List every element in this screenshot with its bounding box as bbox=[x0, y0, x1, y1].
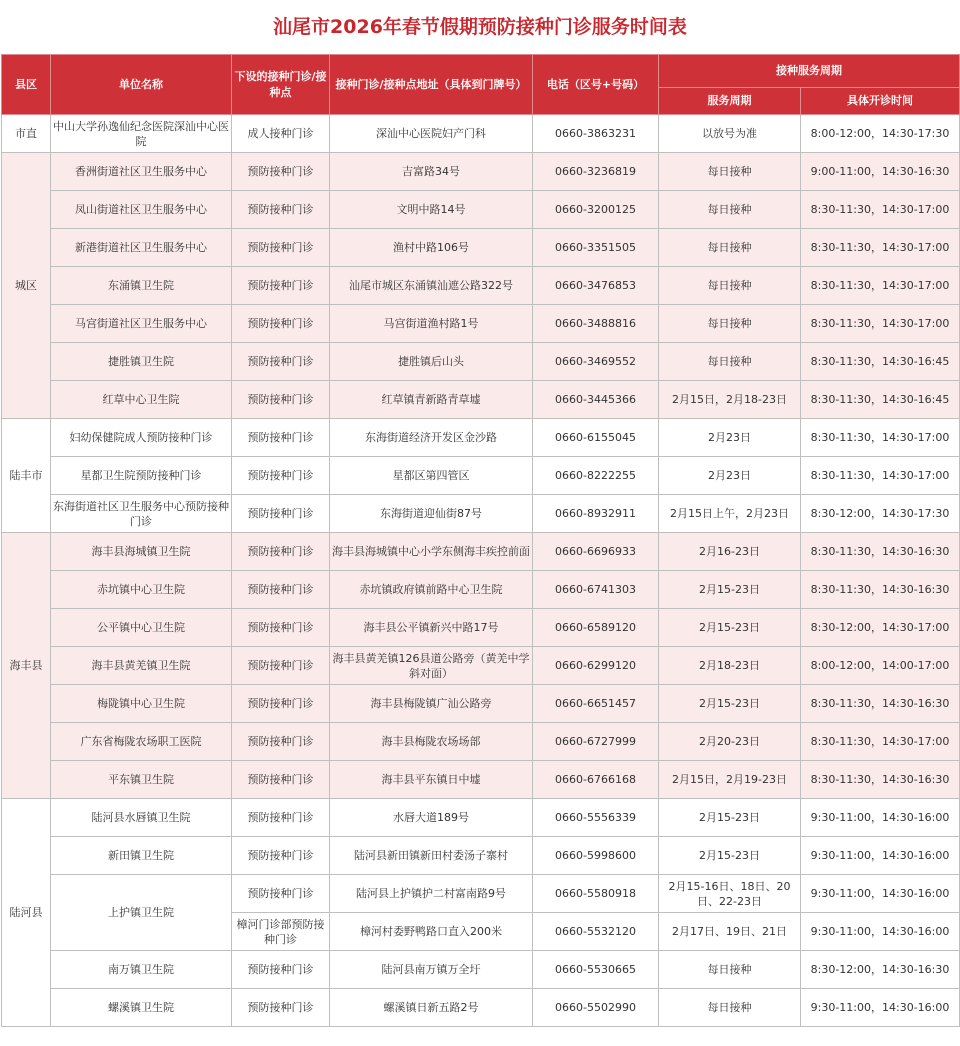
table-row bbox=[2, 229, 960, 267]
clinic-cell: 预防接种门诊 bbox=[232, 571, 330, 609]
address-cell: 东海街道经济开发区金沙路 bbox=[330, 419, 533, 457]
period-cell: 2月15-23日 bbox=[659, 799, 801, 837]
clinic-cell: 预防接种门诊 bbox=[232, 837, 330, 875]
period-cell: 以放号为准 bbox=[659, 115, 801, 153]
unit-cell: 陆河县水唇镇卫生院 bbox=[51, 799, 232, 837]
table-row bbox=[2, 761, 960, 799]
unit-cell: 赤坑镇中心卫生院 bbox=[51, 571, 232, 609]
clinic-cell: 预防接种门诊 bbox=[232, 799, 330, 837]
unit-cell: 广东省梅陇农场职工医院 bbox=[51, 723, 232, 761]
hours-cell: 9:30-11:00，14:30-16:00 bbox=[801, 989, 960, 1027]
address-cell: 海丰县黄羌镇126县道公路旁（黄羌中学斜对面） bbox=[330, 647, 533, 685]
period-cell: 每日接种 bbox=[659, 153, 801, 191]
unit-cell: 星都卫生院预防接种门诊 bbox=[51, 457, 232, 495]
header-period-group: 接种服务周期 bbox=[659, 55, 960, 88]
hours-cell: 8:30-11:30，14:30-16:30 bbox=[801, 685, 960, 723]
address-cell: 深汕中心医院妇产门科 bbox=[330, 115, 533, 153]
unit-cell: 海丰县黄羌镇卫生院 bbox=[51, 647, 232, 685]
phone-cell: 0660-3469552 bbox=[533, 343, 659, 381]
table-row bbox=[2, 647, 960, 685]
address-cell: 陆河县上护镇护二村富南路9号 bbox=[330, 875, 533, 913]
phone-cell: 0660-5556339 bbox=[533, 799, 659, 837]
unit-cell: 东海街道社区卫生服务中心预防接种门诊 bbox=[51, 495, 232, 533]
clinic-cell: 成人接种门诊 bbox=[232, 115, 330, 153]
phone-cell: 0660-6299120 bbox=[533, 647, 659, 685]
county-cell: 市直 bbox=[2, 115, 51, 153]
phone-cell: 0660-5532120 bbox=[533, 913, 659, 951]
period-cell: 每日接种 bbox=[659, 267, 801, 305]
hours-cell: 8:30-11:30，14:30-17:00 bbox=[801, 457, 960, 495]
clinic-cell: 预防接种门诊 bbox=[232, 381, 330, 419]
clinic-cell: 预防接种门诊 bbox=[232, 153, 330, 191]
unit-cell: 妇幼保健院成人预防接种门诊 bbox=[51, 419, 232, 457]
hours-cell: 9:30-11:00，14:30-16:00 bbox=[801, 875, 960, 913]
phone-cell: 0660-5502990 bbox=[533, 989, 659, 1027]
clinic-cell: 预防接种门诊 bbox=[232, 609, 330, 647]
hours-cell: 8:00-12:00，14:30-17:30 bbox=[801, 115, 960, 153]
phone-cell: 0660-3351505 bbox=[533, 229, 659, 267]
table-row bbox=[2, 609, 960, 647]
clinic-cell: 预防接种门诊 bbox=[232, 267, 330, 305]
unit-cell: 马宫街道社区卫生服务中心 bbox=[51, 305, 232, 343]
hours-cell: 9:30-11:00，14:30-16:00 bbox=[801, 837, 960, 875]
phone-cell: 0660-6696933 bbox=[533, 533, 659, 571]
period-cell: 每日接种 bbox=[659, 305, 801, 343]
header-county: 县区 bbox=[2, 55, 51, 115]
phone-cell: 0660-5580918 bbox=[533, 875, 659, 913]
hours-cell: 8:00-12:00，14:00-17:00 bbox=[801, 647, 960, 685]
table-row bbox=[2, 343, 960, 381]
unit-cell: 红草中心卫生院 bbox=[51, 381, 232, 419]
table-row bbox=[2, 875, 960, 913]
address-cell: 赤坑镇政府镇前路中心卫生院 bbox=[330, 571, 533, 609]
address-cell: 文明中路14号 bbox=[330, 191, 533, 229]
period-cell: 2月17日、19日、21日 bbox=[659, 913, 801, 951]
address-cell: 捷胜镇后山头 bbox=[330, 343, 533, 381]
address-cell: 海丰县公平镇新兴中路17号 bbox=[330, 609, 533, 647]
page-title: 汕尾市2026年春节假期预防接种门诊服务时间表 bbox=[273, 16, 687, 38]
unit-cell: 中山大学孙逸仙纪念医院深汕中心医院 bbox=[51, 115, 232, 153]
phone-cell: 0660-6727999 bbox=[533, 723, 659, 761]
phone-cell: 0660-6155045 bbox=[533, 419, 659, 457]
table-row bbox=[2, 267, 960, 305]
period-cell: 2月18-23日 bbox=[659, 647, 801, 685]
phone-cell: 0660-3445366 bbox=[533, 381, 659, 419]
period-cell: 每日接种 bbox=[659, 191, 801, 229]
header-hours: 具体开诊时间 bbox=[801, 88, 960, 115]
hours-cell: 9:30-11:00，14:30-16:00 bbox=[801, 913, 960, 951]
phone-cell: 0660-8222255 bbox=[533, 457, 659, 495]
address-cell: 海丰县海城镇中心小学东侧海丰疾控前面 bbox=[330, 533, 533, 571]
phone-cell: 0660-6651457 bbox=[533, 685, 659, 723]
address-cell: 马宫街道渔村路1号 bbox=[330, 305, 533, 343]
clinic-cell: 预防接种门诊 bbox=[232, 191, 330, 229]
header-unit: 单位名称 bbox=[51, 55, 232, 115]
clinic-cell: 预防接种门诊 bbox=[232, 495, 330, 533]
hours-cell: 8:30-11:30，14:30-17:00 bbox=[801, 723, 960, 761]
address-cell: 陆河县南万镇万全圩 bbox=[330, 951, 533, 989]
hours-cell: 8:30-12:00，14:30-16:30 bbox=[801, 951, 960, 989]
address-cell: 汕尾市城区东涌镇汕遮公路322号 bbox=[330, 267, 533, 305]
clinic-cell: 预防接种门诊 bbox=[232, 229, 330, 267]
unit-cell: 南万镇卫生院 bbox=[51, 951, 232, 989]
hours-cell: 8:30-11:30，14:30-16:30 bbox=[801, 761, 960, 799]
address-cell: 吉富路34号 bbox=[330, 153, 533, 191]
hours-cell: 8:30-11:30，14:30-16:45 bbox=[801, 381, 960, 419]
period-cell: 2月15-16日、18日、20日、22-23日 bbox=[659, 875, 801, 913]
table-row bbox=[2, 989, 960, 1027]
clinic-cell: 预防接种门诊 bbox=[232, 685, 330, 723]
period-cell: 2月20-23日 bbox=[659, 723, 801, 761]
unit-cell: 螺溪镇卫生院 bbox=[51, 989, 232, 1027]
unit-cell: 捷胜镇卫生院 bbox=[51, 343, 232, 381]
hours-cell: 9:00-11:00，14:30-16:30 bbox=[801, 153, 960, 191]
table-header bbox=[2, 55, 960, 115]
period-cell: 每日接种 bbox=[659, 989, 801, 1027]
hours-cell: 8:30-11:30，14:30-17:00 bbox=[801, 229, 960, 267]
header-clinic: 下设的接种门诊/接种点 bbox=[232, 55, 330, 115]
unit-cell: 香洲街道社区卫生服务中心 bbox=[51, 153, 232, 191]
clinic-cell: 预防接种门诊 bbox=[232, 723, 330, 761]
unit-cell: 梅陇镇中心卫生院 bbox=[51, 685, 232, 723]
period-cell: 2月23日 bbox=[659, 457, 801, 495]
table-row bbox=[2, 799, 960, 837]
clinic-cell: 预防接种门诊 bbox=[232, 875, 330, 913]
period-cell: 2月15-23日 bbox=[659, 685, 801, 723]
table-body bbox=[2, 115, 960, 1027]
address-cell: 海丰县梅陇镇广汕公路旁 bbox=[330, 685, 533, 723]
table-row bbox=[2, 191, 960, 229]
table-row bbox=[2, 951, 960, 989]
period-cell: 2月16-23日 bbox=[659, 533, 801, 571]
clinic-cell: 预防接种门诊 bbox=[232, 951, 330, 989]
clinic-cell: 樟河门诊部预防接种门诊 bbox=[232, 913, 330, 951]
period-cell: 2月15-23日 bbox=[659, 609, 801, 647]
table-row bbox=[2, 571, 960, 609]
table-row bbox=[2, 533, 960, 571]
address-cell: 海丰县平东镇日中墟 bbox=[330, 761, 533, 799]
hours-cell: 8:30-11:30，14:30-17:00 bbox=[801, 305, 960, 343]
period-cell: 2月15日，2月18-23日 bbox=[659, 381, 801, 419]
period-cell: 2月15日，2月19-23日 bbox=[659, 761, 801, 799]
county-cell: 海丰县 bbox=[2, 533, 51, 799]
table-row bbox=[2, 115, 960, 153]
phone-cell: 0660-3488816 bbox=[533, 305, 659, 343]
phone-cell: 0660-3476853 bbox=[533, 267, 659, 305]
clinic-cell: 预防接种门诊 bbox=[232, 305, 330, 343]
address-cell: 红草镇青新路青草墟 bbox=[330, 381, 533, 419]
schedule-table bbox=[1, 54, 960, 1027]
hours-cell: 8:30-11:30，14:30-17:00 bbox=[801, 267, 960, 305]
unit-cell: 海丰县海城镇卫生院 bbox=[51, 533, 232, 571]
hours-cell: 8:30-11:30，14:30-17:00 bbox=[801, 419, 960, 457]
unit-cell: 凤山街道社区卫生服务中心 bbox=[51, 191, 232, 229]
address-cell: 螺溪镇日新五路2号 bbox=[330, 989, 533, 1027]
phone-cell: 0660-6589120 bbox=[533, 609, 659, 647]
table-row bbox=[2, 457, 960, 495]
clinic-cell: 预防接种门诊 bbox=[232, 419, 330, 457]
clinic-cell: 预防接种门诊 bbox=[232, 989, 330, 1027]
clinic-cell: 预防接种门诊 bbox=[232, 647, 330, 685]
table-row bbox=[2, 685, 960, 723]
hours-cell: 8:30-12:00，14:30-17:30 bbox=[801, 495, 960, 533]
phone-cell: 0660-8932911 bbox=[533, 495, 659, 533]
county-cell: 陆河县 bbox=[2, 799, 51, 1027]
phone-cell: 0660-3236819 bbox=[533, 153, 659, 191]
clinic-cell: 预防接种门诊 bbox=[232, 457, 330, 495]
table-row bbox=[2, 495, 960, 533]
period-cell: 每日接种 bbox=[659, 229, 801, 267]
phone-cell: 0660-5530665 bbox=[533, 951, 659, 989]
phone-cell: 0660-6766168 bbox=[533, 761, 659, 799]
phone-cell: 0660-6741303 bbox=[533, 571, 659, 609]
period-cell: 2月15-23日 bbox=[659, 837, 801, 875]
header-address: 接种门诊/接种点地址（具体到门牌号） bbox=[330, 55, 533, 115]
phone-cell: 0660-3200125 bbox=[533, 191, 659, 229]
period-cell: 2月15-23日 bbox=[659, 571, 801, 609]
period-cell: 每日接种 bbox=[659, 951, 801, 989]
clinic-cell: 预防接种门诊 bbox=[232, 761, 330, 799]
unit-cell: 东涌镇卫生院 bbox=[51, 267, 232, 305]
phone-cell: 0660-3863231 bbox=[533, 115, 659, 153]
address-cell: 陆河县新田镇新田村委汤子寨村 bbox=[330, 837, 533, 875]
table-row bbox=[2, 723, 960, 761]
period-cell: 2月23日 bbox=[659, 419, 801, 457]
clinic-cell: 预防接种门诊 bbox=[232, 343, 330, 381]
address-cell: 星都区第四管区 bbox=[330, 457, 533, 495]
table-row bbox=[2, 153, 960, 191]
hours-cell: 8:30-11:30，14:30-17:00 bbox=[801, 191, 960, 229]
county-cell: 陆丰市 bbox=[2, 419, 51, 533]
address-cell: 渔村中路106号 bbox=[330, 229, 533, 267]
unit-cell: 新港街道社区卫生服务中心 bbox=[51, 229, 232, 267]
table-row bbox=[2, 381, 960, 419]
address-cell: 海丰县梅陇农场场部 bbox=[330, 723, 533, 761]
table-row bbox=[2, 419, 960, 457]
unit-cell: 公平镇中心卫生院 bbox=[51, 609, 232, 647]
table-row bbox=[2, 837, 960, 875]
phone-cell: 0660-5998600 bbox=[533, 837, 659, 875]
hours-cell: 8:30-12:00，14:30-17:00 bbox=[801, 609, 960, 647]
hours-cell: 8:30-11:30，14:30-16:30 bbox=[801, 571, 960, 609]
table-row bbox=[2, 305, 960, 343]
hours-cell: 8:30-11:30，14:30-16:45 bbox=[801, 343, 960, 381]
address-cell: 水唇大道189号 bbox=[330, 799, 533, 837]
period-cell: 2月15日上午，2月23日 bbox=[659, 495, 801, 533]
header-period: 服务周期 bbox=[659, 88, 801, 115]
address-cell: 东海街道迎仙街87号 bbox=[330, 495, 533, 533]
header-phone: 电话（区号+号码） bbox=[533, 55, 659, 115]
unit-cell: 平东镇卫生院 bbox=[51, 761, 232, 799]
hours-cell: 8:30-11:30，14:30-16:30 bbox=[801, 533, 960, 571]
period-cell: 每日接种 bbox=[659, 343, 801, 381]
unit-cell: 上护镇卫生院 bbox=[51, 875, 232, 951]
county-cell: 城区 bbox=[2, 153, 51, 419]
clinic-cell: 预防接种门诊 bbox=[232, 533, 330, 571]
unit-cell: 新田镇卫生院 bbox=[51, 837, 232, 875]
hours-cell: 9:30-11:00，14:30-16:00 bbox=[801, 799, 960, 837]
address-cell: 樟河村委野鸭路口直入200米 bbox=[330, 913, 533, 951]
